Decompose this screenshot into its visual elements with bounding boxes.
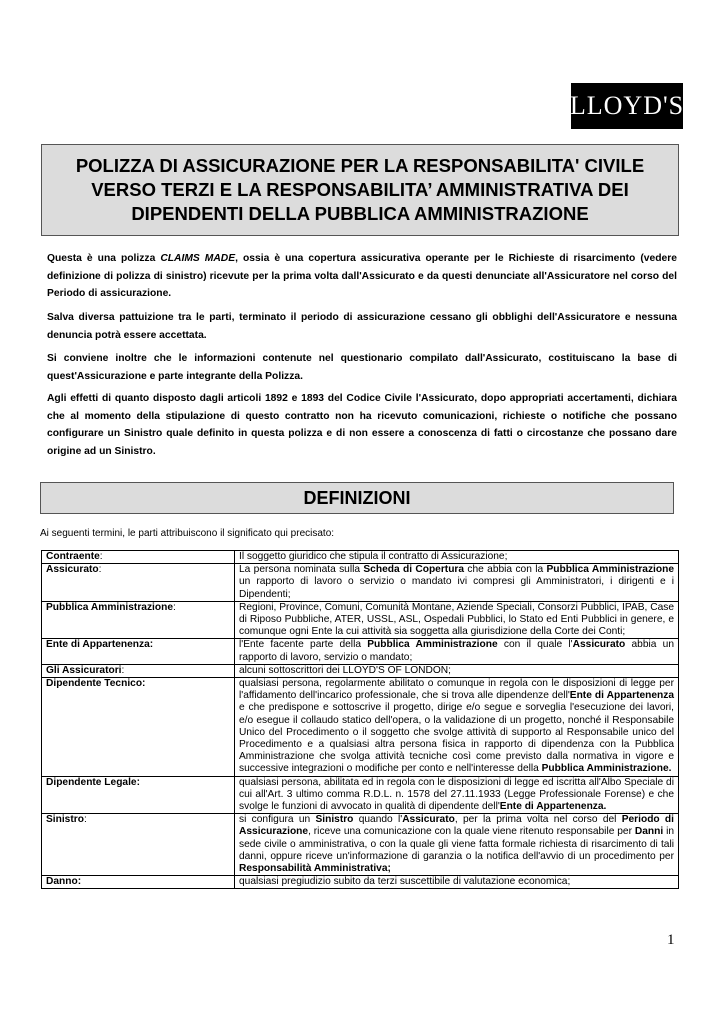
claims-made-paragraph — [47, 250, 677, 303]
definition-text — [235, 564, 679, 602]
term-suffix: : — [173, 601, 176, 613]
definitions-intro: Ai seguenti termini, le parti attribuiscono il significato qui precisato: — [40, 528, 335, 539]
definition-bold-text: Danni — [634, 826, 664, 838]
definition-plain-text: Regioni, Province, Comuni, Comunità Montane, Aziende Speciali, Consorzi Pubblici, IPAB, Case di Riposo Pubbliche, ATER, USSL, ASL, Ospedali Pubblici, lo Stato ed Enti Pubblici in genere, e comunque ogni Ente la cui attività sia soggetta alla giurisdizione della Corte dei Conti; — [239, 601, 674, 638]
civil-code-paragraph: Agli effetti di quanto disposto dagli articoli 1892 e 1893 del Codice Civile l'Assicurato, dopo appropriati accertamenti, dichiara che al momento della stipulazione di questo contratto non ha ricevuto comunicazioni, richieste o notifiche che possano configurare un Sinistro quale definito in questa polizza e di non essere a conoscenza di fatti o circostanze che possano dare origine ad un Sinistro. — [47, 393, 677, 457]
definition-row — [42, 776, 679, 814]
definition-row — [42, 564, 679, 602]
definition-term — [42, 776, 235, 814]
term-label: Gli Assicuratori — [46, 664, 122, 676]
definition-row — [42, 639, 679, 664]
term-label: Dipendente Tecnico: — [46, 678, 146, 690]
definition-term — [42, 814, 235, 876]
definition-bold-text: Pubblica Amministrazione — [367, 639, 498, 651]
definition-plain-text: abbia un rapporto di lavoro, servizio o mandato; — [239, 639, 674, 663]
term-label: Dipendente Legale: — [46, 776, 140, 788]
definition-plain-text: che abbia con la — [464, 564, 547, 576]
document-title-line: VERSO TERZI E LA RESPONSABILITA’ AMMINISTRATIVA DEI — [91, 179, 629, 200]
page-number: 1 — [667, 932, 675, 948]
definition-row — [42, 814, 679, 876]
term-suffix: : — [99, 551, 103, 562]
term-suffix: : — [98, 564, 102, 576]
definition-text — [235, 776, 679, 814]
term-label: Ente di Appartenenza: — [46, 639, 154, 651]
definition-plain-text: un rapporto di lavoro o servizio o mandato ivi compresi gli Amministratori, i dirigenti e i Dipendenti; — [239, 576, 674, 600]
definition-text — [235, 814, 679, 876]
definition-term — [42, 601, 235, 639]
questionnaire-paragraph: Si conviene inoltre che le informazioni contenute nel questionario compilato dall'Assicurato, costituiscano la base di quest'Assicurazione e parte integrante della Polizza. — [47, 353, 677, 382]
definition-text — [235, 601, 679, 639]
definition-term — [42, 639, 235, 664]
definition-plain-text: e che predispone e sottoscrive il progetto, dirige e/o segue e sorveglia l'esecuzione dei lavori, e/o esegue il collaudo statico dell'opera, o la validazione di un progetto, nonché il Responsabile Unico del Procedimento o il soggetto che svolge attività di supporto al Responsabile unico del Procedimento e a qualsiasi altra persona fisica in rapporto di dipendenza con la Pubblica Amministrazione che svolga attività tecniche così come previsto dalla normativa in vigore e successive integrazioni o modifiche per conto e nell'interesse della — [239, 702, 674, 775]
term-label: Danno: — [46, 876, 82, 888]
definition-bold-text: Sinistro — [315, 814, 354, 826]
definition-term — [42, 664, 235, 677]
paragraph-text: Questa è una polizza — [47, 253, 161, 264]
definition-term — [42, 551, 235, 564]
definition-plain-text: qualsiasi pregiudizio subito da terzi suscettibile di valutazione economica; — [239, 876, 571, 888]
definitions-table — [41, 550, 679, 889]
definition-plain-text: qualsiasi persona, regolarmente abilitato o comunque in regola con le disposizioni di legge per l'affidamento dell'incarico professionale, che si trova alle dipendenze dell' — [239, 678, 674, 702]
definition-term — [42, 678, 235, 777]
claims-made-term: CLAIMS MADE — [160, 253, 236, 264]
definition-bold-text: Assicurato — [572, 639, 626, 651]
definition-plain-text: Il soggetto giuridico che stipula il contratto di Assicurazione; — [239, 551, 508, 562]
definition-row — [42, 876, 679, 889]
definition-bold-text: Ente di Appartenenza — [569, 690, 674, 702]
definition-term — [42, 876, 235, 889]
lloyds-logo: LLOYD'S — [571, 83, 683, 129]
definition-bold-text: Pubblica Amministrazione — [546, 564, 675, 576]
term-label: Pubblica Amministrazione — [46, 601, 173, 613]
definition-row — [42, 601, 679, 639]
term-suffix: : — [83, 814, 87, 826]
definition-bold-text: Pubblica Amministrazione. — [541, 763, 672, 775]
definition-text — [235, 664, 679, 677]
definition-plain-text: con il quale l' — [497, 639, 573, 651]
definition-plain-text: in sede civile o amministrativa, o con la quale gli viene fatta formale richiesta di risarcimento di tali danni, oppure riceve un'informazione di garanzia o la notifica dell'avvio di un procedimento per — [239, 826, 675, 862]
definition-row — [42, 664, 679, 677]
definition-plain-text: qualsiasi persona, abilitata ed in regola con le disposizioni di legge ed iscritta all'Albo Speciale di cui all'Art. 3 ultimo comma R.D.L. n. 1578 del 27.11.1933 (Legge Professionale Forense) e che svolge le funzioni di avvocato in qualità di dipendente dell' — [239, 776, 674, 813]
term-suffix: : — [121, 664, 125, 676]
definition-plain-text: , riceve una comunicazione con la quale viene ritenuto responsabile per — [308, 826, 635, 838]
definition-plain-text: l'Ente facente parte della — [239, 639, 368, 651]
definition-row — [42, 551, 679, 564]
term-label: Assicurato — [46, 564, 99, 576]
definition-bold-text: Periodo di Assicurazione — [239, 814, 674, 838]
definition-row — [42, 678, 679, 777]
definition-bold-text: Responsabilità Amministrativa; — [239, 863, 391, 875]
definition-bold-text: Scheda di Copertura — [363, 564, 465, 576]
definition-term — [42, 564, 235, 602]
definition-plain-text: quando l' — [353, 814, 403, 826]
definition-text — [235, 639, 679, 664]
definition-text — [235, 678, 679, 777]
definition-plain-text: La persona nominata sulla — [239, 564, 364, 576]
document-title-line: POLIZZA DI ASSICURAZIONE PER LA RESPONSABILITA' CIVILE — [75, 155, 645, 176]
definition-bold-text: Assicurato — [402, 814, 455, 826]
section-heading: DEFINIZIONI — [40, 482, 674, 514]
definition-text — [235, 876, 679, 889]
termination-paragraph: Salva diversa pattuizione tra le parti, terminato il periodo di assicurazione cessano gli obblighi dell'Assicuratore e nessuna denuncia potrà essere accettata. — [47, 312, 677, 341]
term-label: Contraente — [46, 551, 100, 562]
term-label: Sinistro — [46, 814, 84, 826]
definition-plain-text: si configura un — [239, 814, 316, 826]
document-title-box — [41, 144, 679, 236]
definition-plain-text: alcuni sottoscrittori dei LLOYD'S OF LONDON; — [239, 664, 451, 676]
definition-text — [235, 551, 679, 564]
definition-bold-text: Ente di Appartenenza. — [499, 801, 607, 813]
document-title-line: DIPENDENTI DELLA PUBBLICA AMMINISTRAZIONE — [131, 203, 589, 224]
paragraph-text: , ossia è una copertura assicurativa operante per le Richieste di risarcimento (vedere definizione di polizza di sinistro) ricevute per la prima volta dall'Assicurato e da questi denunciate all'Assicuratore nel corso del Periodo di assicurazione. — [47, 253, 677, 300]
definition-plain-text: , per la prima volta nel corso del — [454, 814, 622, 826]
